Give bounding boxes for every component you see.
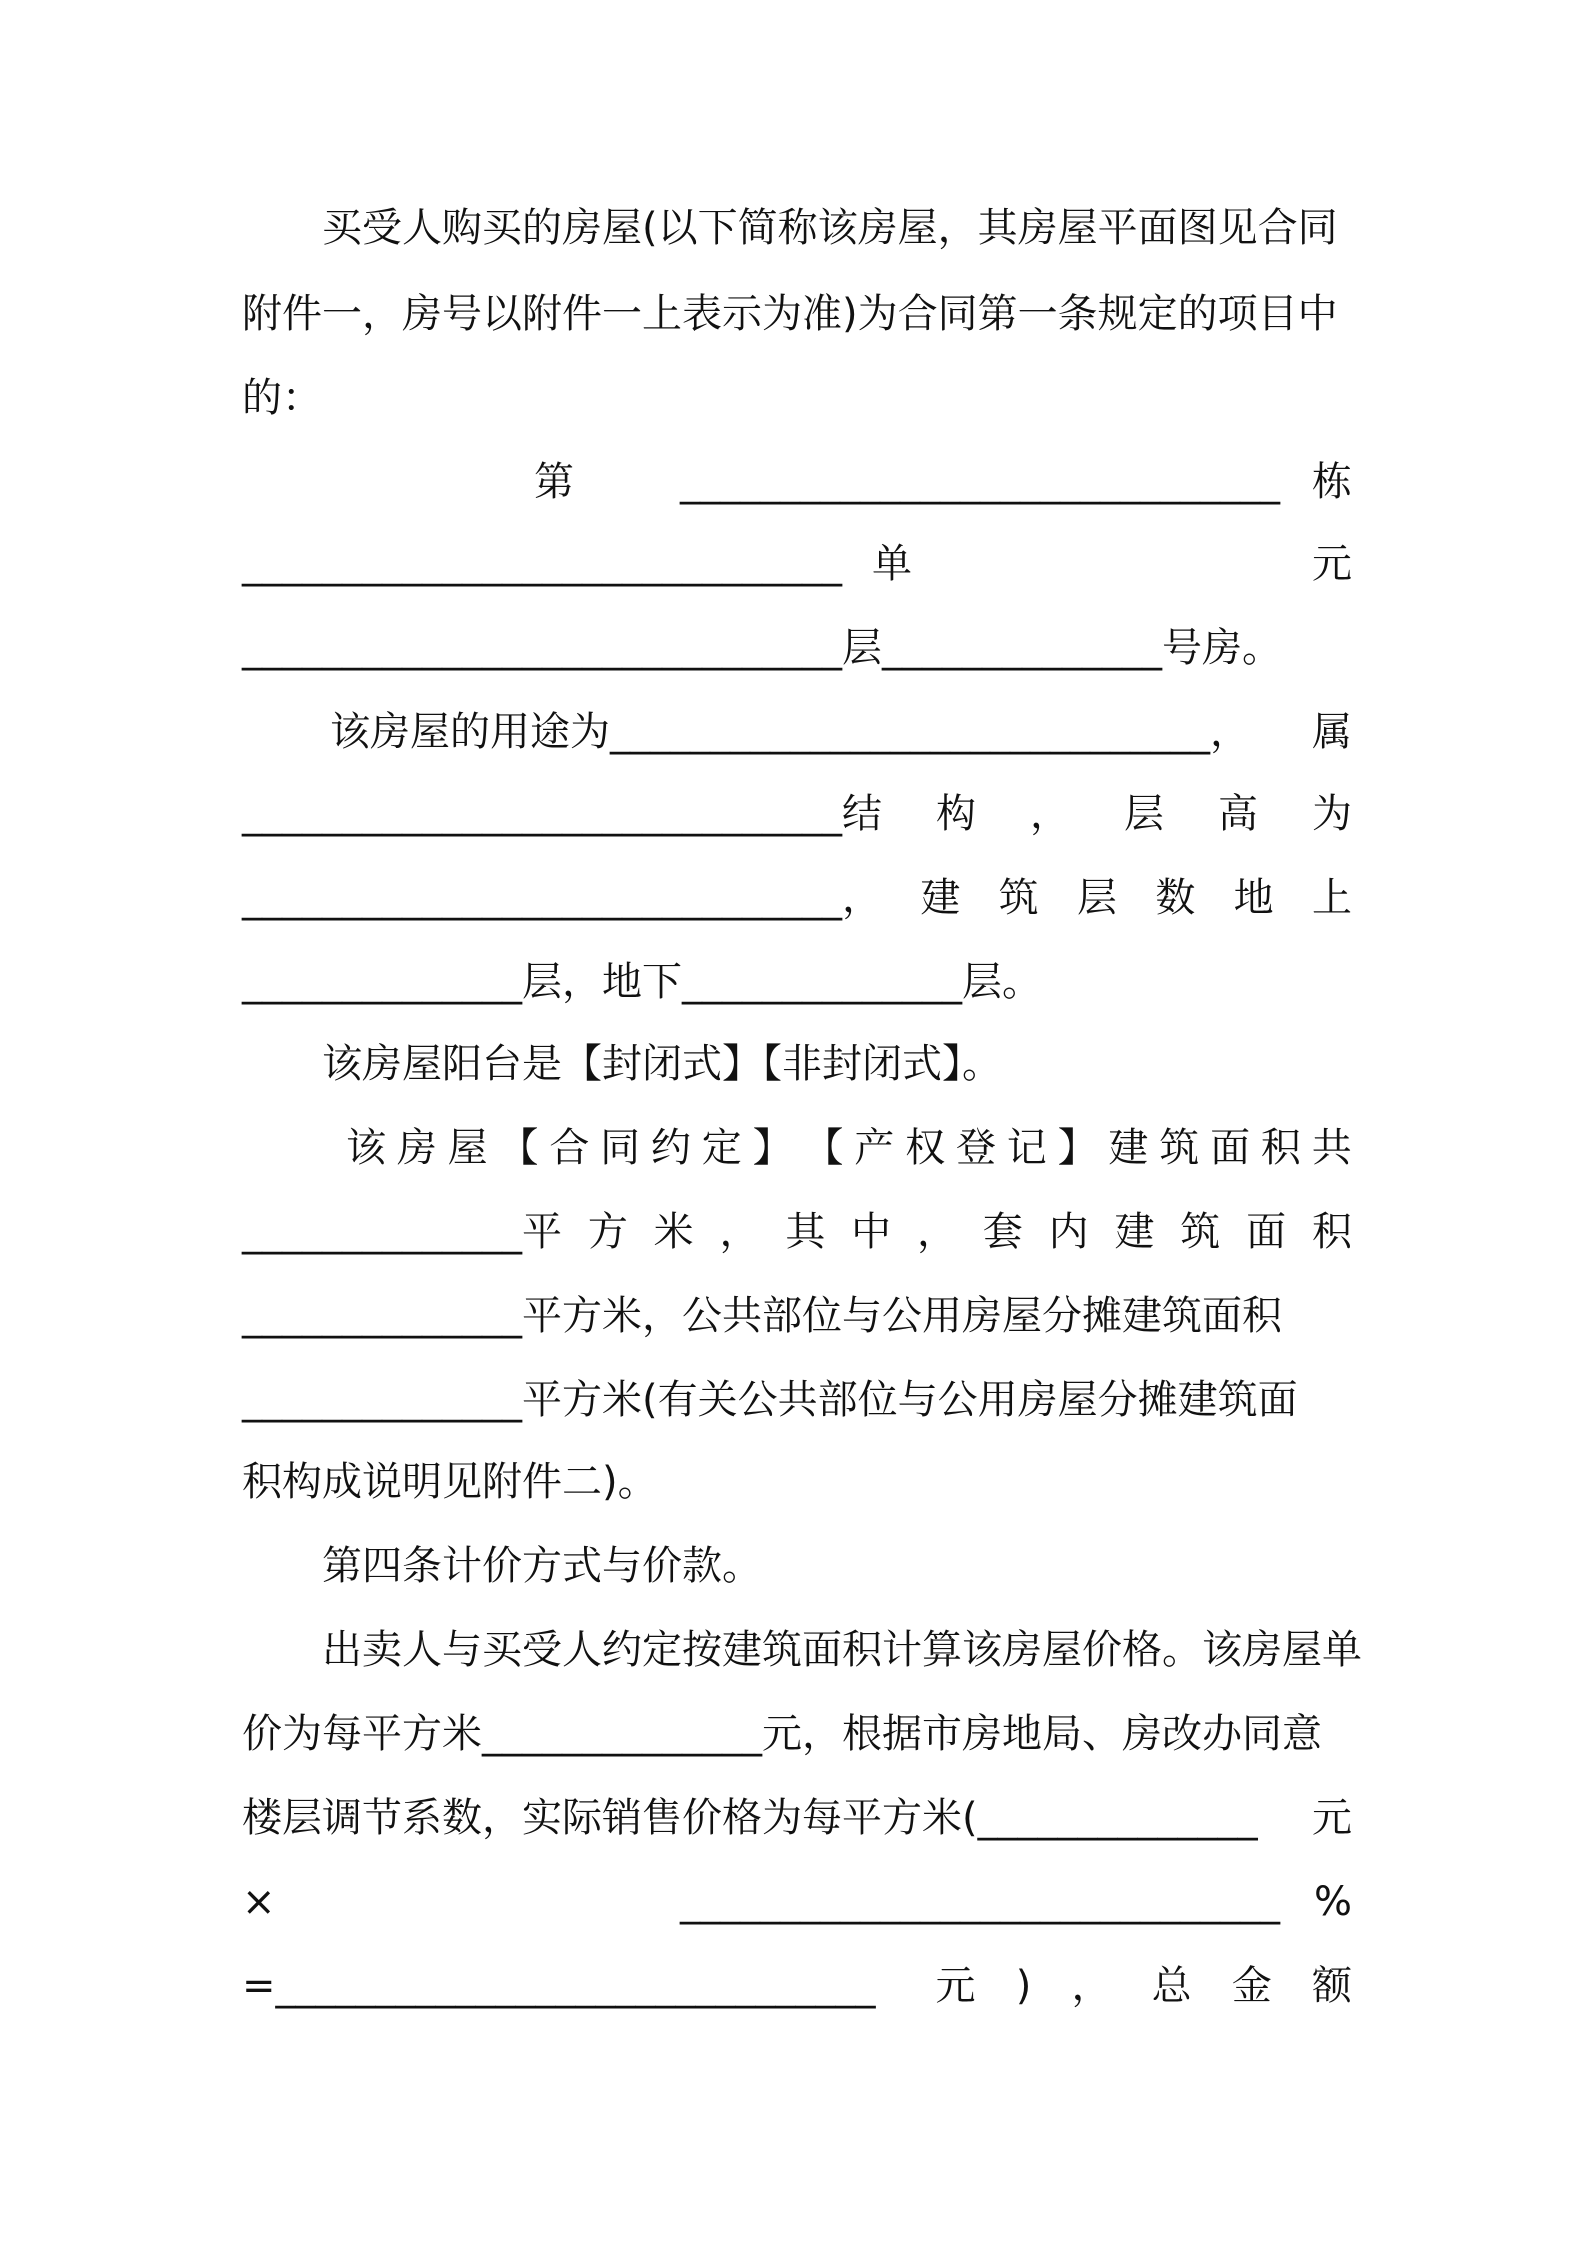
blank-field: ______________ [242, 1377, 522, 1423]
text-segment: 同 [600, 1125, 641, 1171]
paragraph-line-11 [242, 1022, 1432, 1106]
text-segment: 出卖人与买受人约定按建筑面积计算该房屋价格。该房屋单 [322, 1627, 1362, 1673]
text-segment: 该房屋的用途为 [330, 709, 610, 755]
paragraph-line-19 [242, 1692, 1352, 1776]
text-segment: 【 [498, 1125, 539, 1171]
text-segment: 【 [803, 1125, 844, 1171]
equals-symbol: = [242, 1963, 276, 2009]
text-segment: 楼层调节系数，实际销售价格为每平方米( [242, 1795, 978, 1841]
text-segment: 高 [1218, 791, 1258, 837]
text-segment: 平 [522, 1209, 562, 1255]
percent-symbol: % [1313, 1879, 1352, 1925]
paragraph-line-17 [242, 1524, 1432, 1608]
text-segment: ， [719, 1209, 760, 1255]
text-segment: 建 [1108, 1125, 1149, 1171]
text-segment: 建 [920, 875, 961, 921]
text-segment: 的： [242, 375, 322, 421]
text-segment: 号房。 [1162, 625, 1282, 671]
spaced-text-group [842, 772, 1352, 856]
spaced-text-group [876, 1944, 1352, 2028]
text-segment: 属 [1312, 709, 1352, 755]
text-segment: 面 [1246, 1209, 1287, 1255]
paragraph-line-7 [242, 690, 1352, 774]
text-segment: ， [916, 1209, 957, 1255]
paragraph-line-12 [242, 1106, 1352, 1190]
text-segment: 约 [650, 1125, 691, 1171]
text-segment: 定 [701, 1125, 742, 1171]
paragraph-line-4 [242, 440, 1352, 524]
text-segment: 套 [982, 1209, 1023, 1255]
text-segment: 额 [1311, 1963, 1352, 2009]
text-segment: 层。 [962, 959, 1042, 1005]
paragraph-line-13 [242, 1190, 1352, 1274]
blank-field: ______________________________ [242, 625, 842, 671]
text-segment: 积构成说明见附件二)。 [242, 1459, 658, 1505]
text-segment: 总 [1151, 1963, 1192, 2009]
paragraph-line-10 [242, 940, 1352, 1024]
text-segment: 米 [653, 1209, 694, 1255]
text-segment: 产 [854, 1125, 895, 1171]
text-segment: ， [842, 875, 882, 921]
text-segment: 第 [534, 459, 574, 505]
text-segment: 方 [587, 1209, 628, 1255]
blank-field: ______________ [682, 959, 962, 1005]
paragraph-line-8 [242, 772, 1352, 856]
text-segment: 层，地下 [522, 959, 682, 1005]
text-segment: 单 [872, 541, 912, 587]
text-segment: 记 [1006, 1125, 1047, 1171]
text-segment: 积 [1260, 1125, 1301, 1171]
text-segment: 内 [1048, 1209, 1089, 1255]
text-segment: 金 [1231, 1963, 1272, 2009]
text-segment: 建 [1114, 1209, 1155, 1255]
text-segment: 栋 [1312, 459, 1352, 505]
paragraph-line-9 [242, 856, 1352, 940]
blank-field: ______________ [482, 1711, 762, 1757]
text-segment: 元 [1312, 541, 1352, 587]
blank-field: ______________ [977, 1795, 1258, 1841]
paragraph-line-22 [242, 1944, 1352, 2028]
blank-field: ______________________________ [242, 791, 842, 837]
paragraph-line-1 [242, 186, 1432, 270]
paragraph-line-21 [242, 1860, 1352, 1944]
blank-field: ______________________________ [242, 541, 842, 587]
text-segment: 平方米，公共部位与公用房屋分摊建筑面积 [522, 1293, 1282, 1339]
text-segment: 数 [1155, 875, 1196, 921]
text-segment: 元 [1312, 1795, 1352, 1841]
text-segment: 该房屋阳台是【封闭式】【非封闭式】。 [322, 1041, 1002, 1087]
multiply-symbol: × [242, 1879, 276, 1925]
text-segment: 中 [851, 1209, 892, 1255]
text-segment: 层 [842, 625, 882, 671]
paragraph-line-5 [242, 522, 1352, 606]
text-segment: 合 [549, 1125, 590, 1171]
text-segment: 元 [935, 1963, 976, 2009]
paragraph-line-6 [242, 606, 1352, 690]
text-segment: 该 [346, 1125, 386, 1171]
text-segment: 屋 [447, 1125, 488, 1171]
paragraph-line-3 [242, 356, 1352, 440]
blank-field: ______________ [242, 1209, 522, 1255]
text-segment: 权 [905, 1125, 946, 1171]
paragraph-line-14 [242, 1274, 1352, 1358]
blank-field: ______________ [242, 959, 522, 1005]
text-segment: 元，根据市房地局、房改办同意 [762, 1711, 1322, 1757]
text-segment: 共 [1311, 1125, 1352, 1171]
text-segment: 平方米(有关公共部位与公用房屋分摊建筑面 [522, 1377, 1298, 1423]
text-segment: 为 [1312, 791, 1352, 837]
text-segment: 筑 [1180, 1209, 1221, 1255]
text-segment: 买受人购买的房屋(以下简称该房屋，其房屋平面图见合同 [322, 205, 1338, 251]
text-segment: 结 [842, 791, 882, 837]
paragraph-line-15 [242, 1358, 1352, 1442]
text-segment: 积 [1311, 1209, 1352, 1255]
text-segment: 筑 [1159, 1125, 1200, 1171]
spaced-text-group [522, 1190, 1352, 1274]
paragraph-line-18 [242, 1608, 1432, 1692]
blank-field: ______________________________ [680, 459, 1280, 505]
paragraph-line-20 [242, 1776, 1352, 1860]
spaced-text-group [842, 856, 1352, 940]
text-segment: 登 [955, 1125, 996, 1171]
text-segment: 第四条计价方式与价款。 [322, 1543, 762, 1589]
paragraph-line-2 [242, 272, 1352, 356]
text-segment: ) [1015, 1963, 1032, 2009]
blank-field: ______________ [882, 625, 1162, 671]
blank-field: ______________________________ [275, 1963, 876, 2009]
blank-field: ______________ [242, 1293, 522, 1339]
blank-field: ______________________________ [242, 875, 842, 921]
text-segment: 层 [1124, 791, 1164, 837]
text-segment: ， [1210, 709, 1250, 755]
text-segment: 构 [936, 791, 976, 837]
text-segment: 其 [785, 1209, 826, 1255]
text-segment: 面 [1210, 1125, 1251, 1171]
blank-field: ______________________________ [680, 1879, 1280, 1925]
text-segment: ， [1071, 1963, 1112, 2009]
text-segment: 筑 [998, 875, 1039, 921]
text-segment: 价为每平方米 [242, 1711, 482, 1757]
text-segment: 层 [1076, 875, 1117, 921]
text-segment: 地 [1233, 875, 1274, 921]
paragraph-line-16 [242, 1440, 1352, 1524]
blank-field: ______________________________ [610, 709, 1210, 755]
text-segment: 】 [752, 1125, 793, 1171]
text-segment: 附件一，房号以附件一上表示为准)为合同第一条规定的项目中 [242, 291, 1338, 337]
text-segment: 房 [396, 1125, 437, 1171]
text-segment: 上 [1311, 875, 1352, 921]
text-segment: 】 [1057, 1125, 1098, 1171]
text-segment: ， [1030, 791, 1070, 837]
